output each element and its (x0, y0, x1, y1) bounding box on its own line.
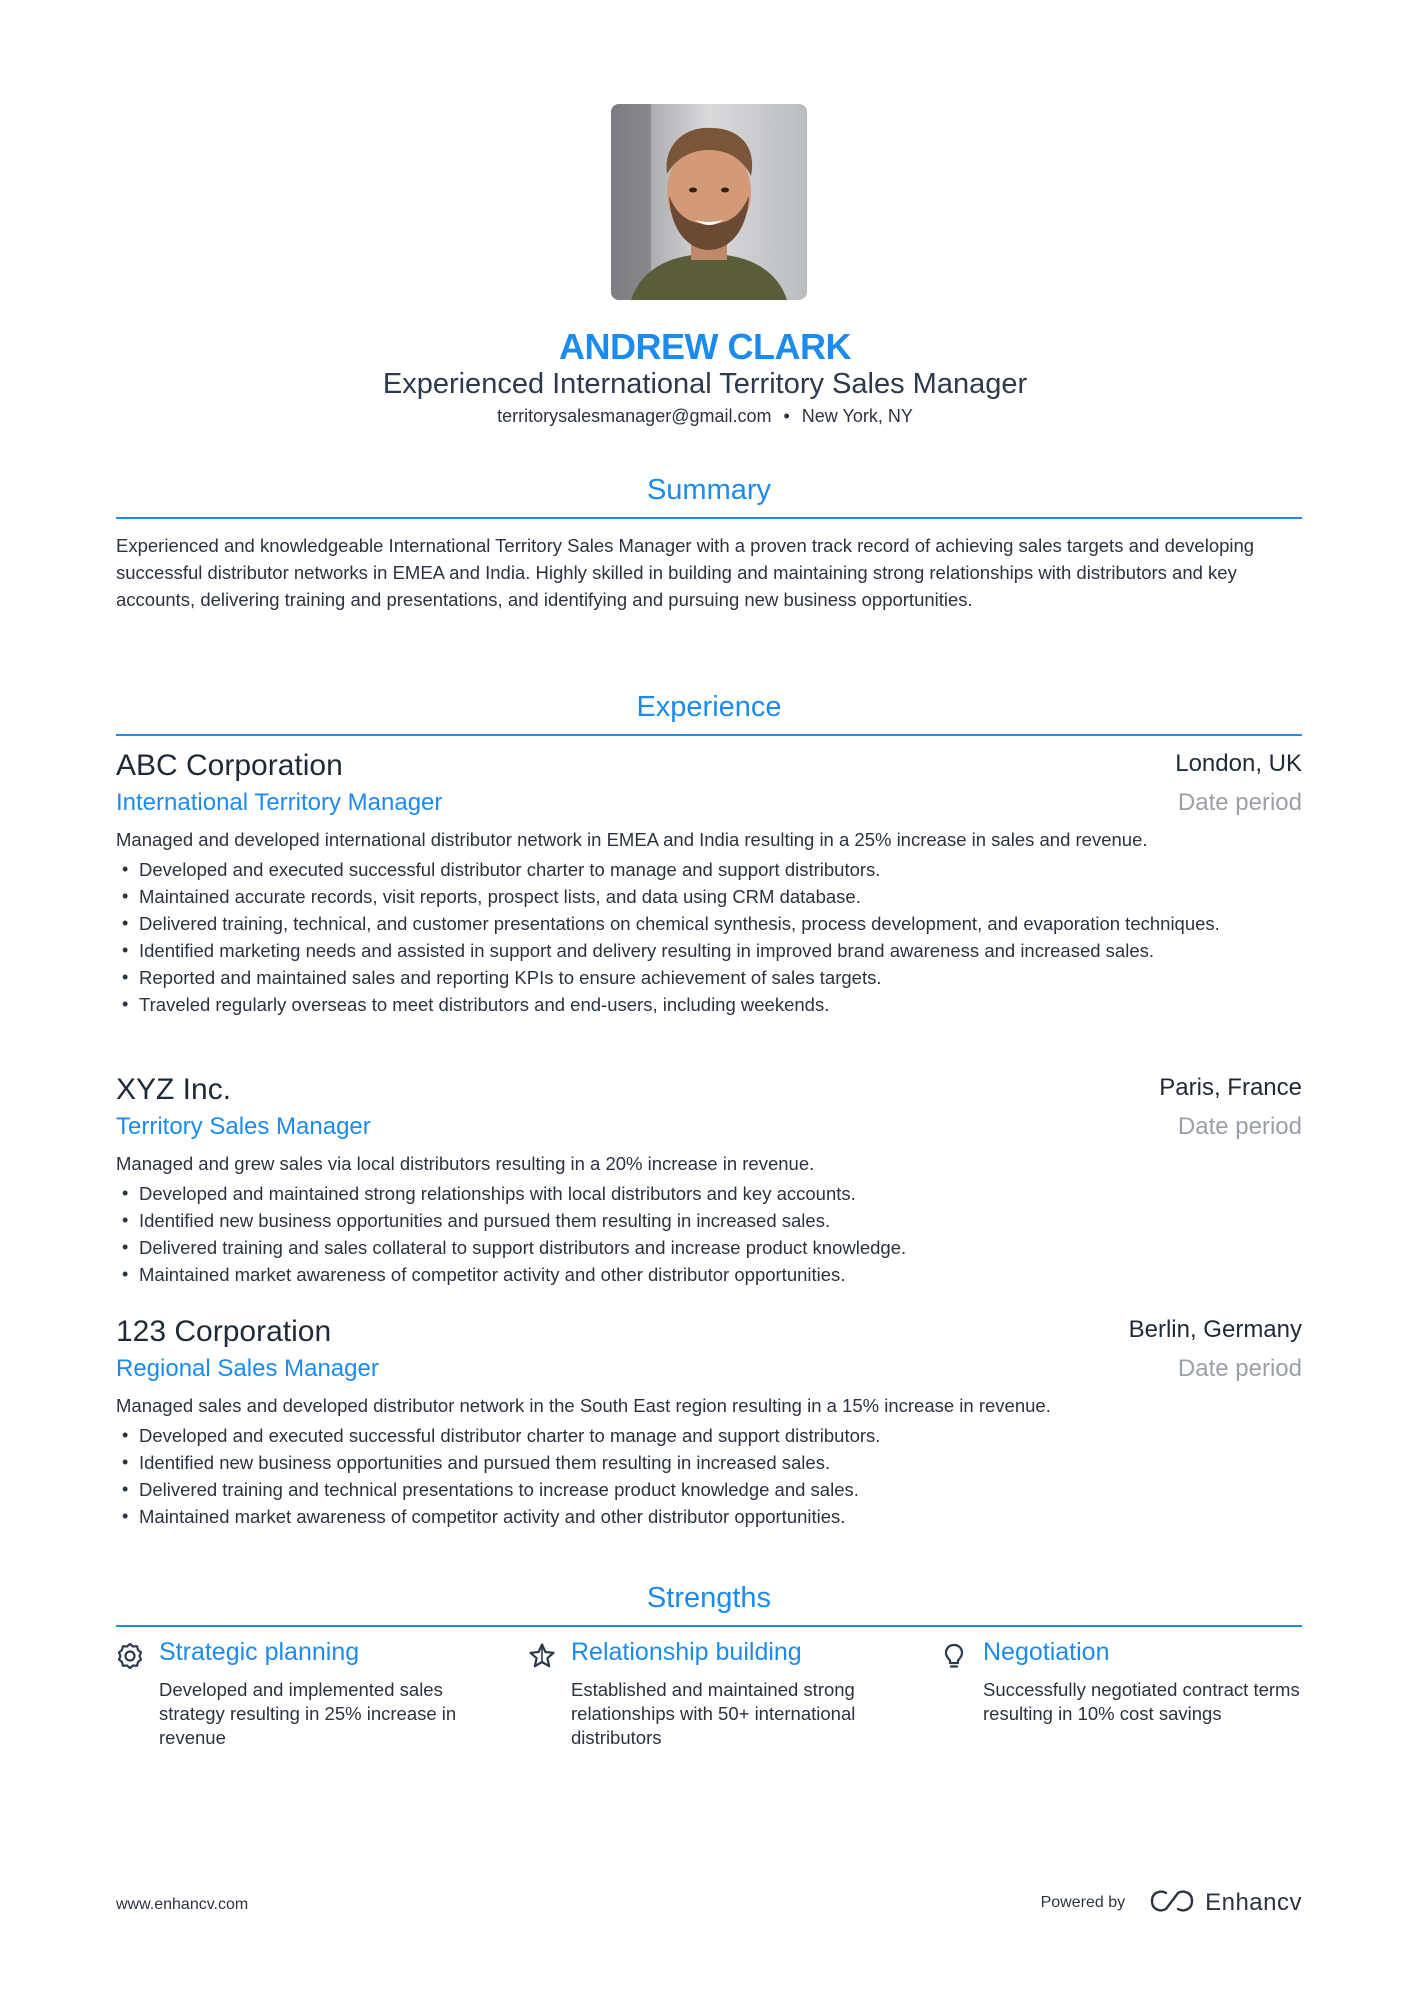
list-item: • Reported and maintained sales and reporting KPIs to ensure achievement of sales targets. (116, 964, 1306, 991)
list-item: • Identified new business opportunities and pursued them resulting in increased sales. (116, 1207, 1306, 1234)
list-item: • Identified new business opportunities and pursued them resulting in increased sales. (116, 1449, 1306, 1476)
strength-description: Established and maintained strong relationships with 50+ international distributors (571, 1679, 856, 1748)
strength-title: Relationship building (571, 1638, 802, 1666)
job-description: Managed and developed international distributor network in EMEA and India resulting in a 25% increase in sales and revenue. (116, 829, 1148, 850)
list-item: • Maintained market awareness of competitor activity and other distributor opportunities. (116, 1261, 1306, 1288)
list-item: • Maintained accurate records, visit reports, prospect lists, and data using CRM database. (116, 883, 1306, 910)
summary-text: Experienced and knowledgeable International Territory Sales Manager with a proven track record of achieving sales targets and developing successful distributor networks in EMEA and India. Highly skilled in building and maintaining strong relationships with distributors and key accounts, delivering training and presentations, and identifying and pursuing new business opportunities. (116, 535, 1255, 610)
company-name: 123 Corporation (116, 1315, 332, 1348)
list-item: • Developed and maintained strong relationships with local distributors and key accounts. (116, 1180, 1306, 1207)
summary-heading: Summary (646, 474, 772, 506)
job-bullets (116, 856, 1306, 1018)
job-description: Managed sales and developed distributor network in the South East region resulting in a 15% increase in revenue. (116, 1395, 1051, 1416)
contact-separator: • (783, 406, 790, 426)
list-item: • Developed and executed successful distributor charter to manage and support distributors. (116, 1422, 1306, 1449)
job-role: Territory Sales Manager (116, 1113, 371, 1140)
lightbulb-icon (940, 1642, 968, 1670)
strengths-divider (116, 1625, 1302, 1627)
list-item: • Delivered training, technical, and customer presentations on chemical synthesis, process development, and evaporation techniques. (116, 910, 1306, 937)
company-name: XYZ Inc. (116, 1073, 232, 1106)
experience-heading: Experience (636, 691, 782, 723)
star-icon (528, 1642, 556, 1670)
job-location: London, UK (1175, 750, 1302, 777)
summary-divider (116, 517, 1302, 519)
brand-name: Enhancv (1205, 1889, 1302, 1916)
strength-title: Negotiation (983, 1638, 1110, 1666)
job-location: Paris, France (1159, 1074, 1302, 1101)
strength-description: Successfully negotiated contract terms resulting in 10% cost savings (983, 1679, 1300, 1724)
job-role: Regional Sales Manager (116, 1355, 379, 1382)
candidate-name: ANDREW CLARK (559, 326, 851, 367)
powered-by-label: Powered by (1040, 1894, 1126, 1911)
profile-photo (611, 104, 807, 300)
job-location: Berlin, Germany (1128, 1316, 1302, 1343)
strengths-heading: Strengths (646, 1582, 772, 1614)
job-date: Date period (1177, 1113, 1302, 1140)
list-item: • Delivered training and technical presentations to increase product knowledge and sales. (116, 1476, 1306, 1503)
award-icon (116, 1642, 144, 1670)
job-date: Date period (1177, 789, 1302, 816)
list-item: • Maintained market awareness of competitor activity and other distributor opportunities. (116, 1503, 1306, 1530)
candidate-location: New York, NY (801, 406, 913, 426)
strength-description: Developed and implemented sales strategy resulting in 25% increase in revenue (159, 1679, 457, 1748)
enhancv-logo[interactable] (1149, 1888, 1302, 1919)
job-date: Date period (1177, 1355, 1302, 1382)
strength-title: Strategic planning (159, 1638, 360, 1666)
email-link[interactable]: territorysalesmanager@gmail.com (497, 406, 772, 426)
candidate-title: Experienced International Territory Sales Manager (382, 368, 1028, 400)
job-description: Managed and grew sales via local distributors resulting in a 20% increase in revenue. (116, 1153, 815, 1174)
contact-line (0, 406, 1410, 427)
footer-website-link[interactable]: www.enhancv.com (116, 1896, 249, 1913)
experience-divider (116, 734, 1302, 736)
list-item: • Traveled regularly overseas to meet distributors and end-users, including weekends. (116, 991, 1306, 1018)
job-role: International Territory Manager (116, 789, 443, 816)
list-item: • Identified marketing needs and assisted in support and delivery resulting in improved brand awareness and increased sales. (116, 937, 1306, 964)
list-item: • Developed and executed successful distributor charter to manage and support distributors. (116, 856, 1306, 883)
footer-branding (1041, 1885, 1302, 1921)
job-bullets (116, 1422, 1306, 1530)
enhancv-logo-icon (1149, 1888, 1195, 1919)
job-bullets (116, 1180, 1306, 1288)
list-item: • Delivered training and sales collateral to support distributors and increase product knowledge. (116, 1234, 1306, 1261)
company-name: ABC Corporation (116, 749, 343, 782)
